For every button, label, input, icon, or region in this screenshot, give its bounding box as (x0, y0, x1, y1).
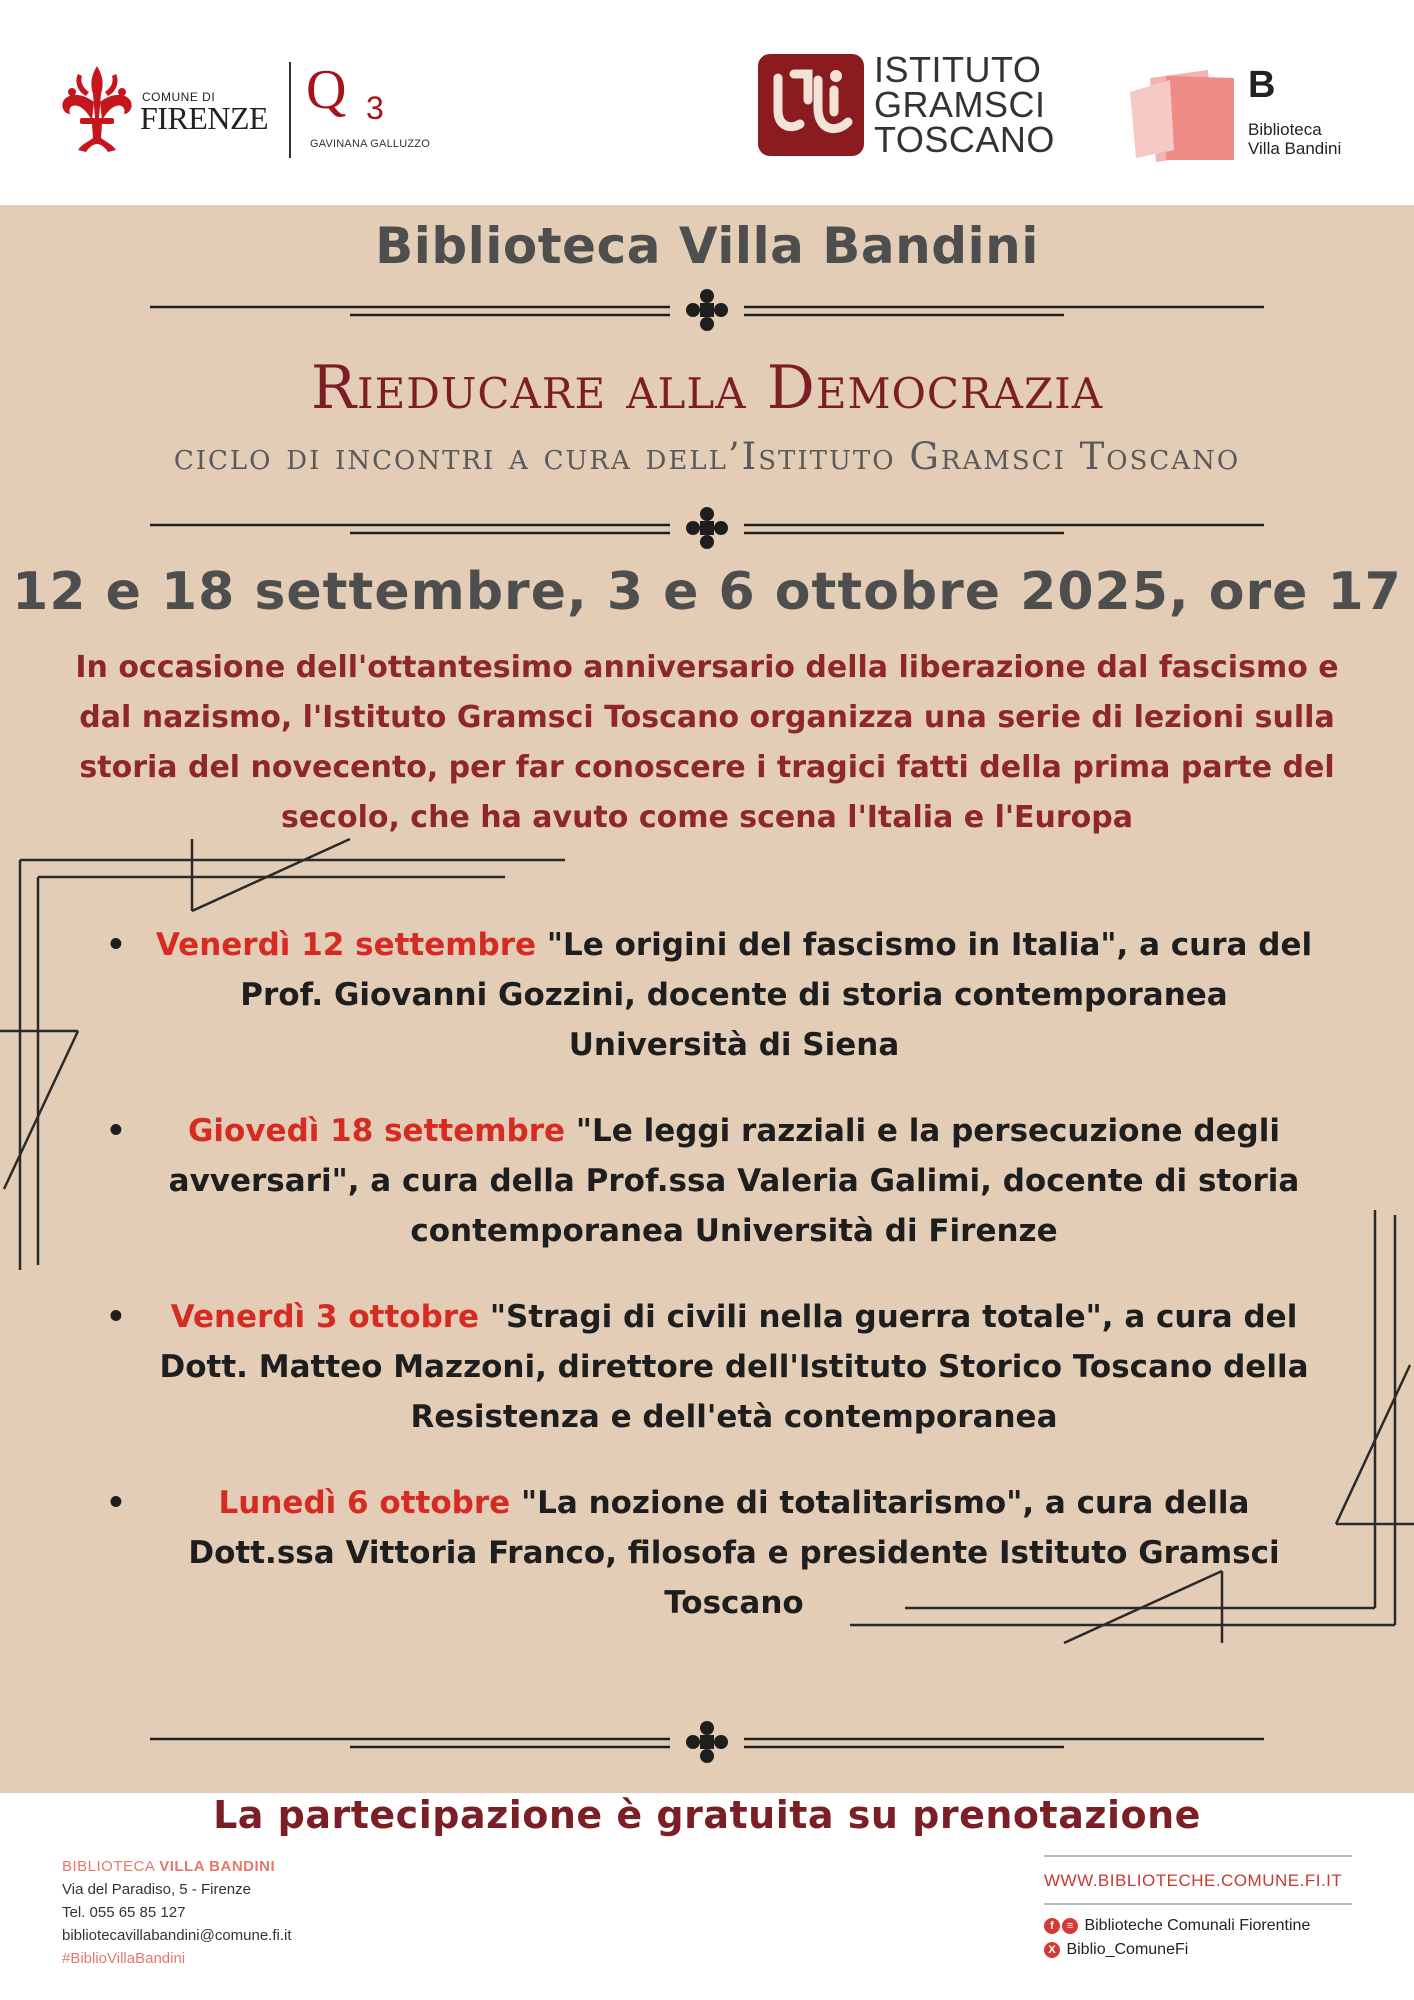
header (0, 0, 1414, 205)
footer (0, 1793, 1414, 2000)
q3-letter: Q (306, 59, 347, 121)
venue-title: Biblioteca Villa Bandini (375, 217, 1039, 275)
library-name (62, 1855, 292, 1878)
florentine-lily-icon (58, 62, 136, 158)
list-item (100, 920, 1320, 1070)
event-description: "La nozione di totalitarismo", a cura della Dott.ssa Vittoria Franco, filosofa e presidente Istituto Gramsci Toscano (188, 1485, 1280, 1621)
main-panel (0, 205, 1414, 1793)
bvb-line-2: Villa Bandini (1248, 139, 1342, 158)
library-address: Via del Paradiso, 5 - Firenze (62, 1881, 251, 1898)
website-link[interactable]: WWW.BIBLIOTECHE.COMUNE.FI.IT (1044, 1871, 1343, 1890)
ornament-divider-top (150, 283, 1264, 337)
ornament-divider-bottom (150, 1715, 1264, 1769)
gramsci-line-2: GRAMSCI (874, 84, 1046, 125)
logo-divider (289, 62, 291, 158)
bullet-icon: • (106, 1485, 126, 1521)
series-subtitle: ciclo di incontri a cura dell’Istituto Gramsci Toscano (173, 435, 1241, 478)
facebook-icon: f (1044, 1918, 1060, 1934)
firenze-label: FIRENZE (140, 100, 269, 136)
gramsci-line-1: ISTITUTO (874, 49, 1042, 90)
book-pages-icon (1130, 70, 1238, 162)
gramsci-seal-icon (756, 50, 868, 160)
reservation-notice: La partecipazione è gratuita su prenotazione (213, 1793, 1201, 1837)
social-x[interactable] (1044, 1939, 1188, 1961)
event-list (100, 920, 1320, 1664)
library-phone[interactable]: Tel. 055 65 85 127 (62, 1904, 186, 1921)
bullet-icon: • (106, 1299, 126, 1335)
social-x-label: Biblio_ComuneFi (1066, 1941, 1189, 1958)
bullet-icon: • (106, 927, 126, 963)
event-description: "Le origini del fascismo in Italia", a cura del Prof. Giovanni Gozzini, docente di storia contemporanea Università di Siena (240, 927, 1313, 1063)
event-day: Venerdì 12 settembre (155, 927, 537, 963)
x-icon: X (1044, 1942, 1060, 1958)
biblioteca-villa-bandini-logo (1130, 66, 1360, 166)
list-item (100, 1292, 1320, 1442)
bvb-line-1: Biblioteca (1248, 120, 1322, 139)
q3-subtitle: GAVINANA GALLUZZO (310, 138, 430, 150)
library-name-b: VILLA BANDINI (159, 1858, 276, 1875)
event-dates: 12 e 18 settembre, 3 e 6 ottobre 2025, ore 17 (12, 562, 1402, 622)
bullet-icon: • (106, 1113, 126, 1149)
intro-paragraph: In occasione dell'ottantesimo anniversario della liberazione dal fascismo e dal nazismo, l'Istituto Gramsci Toscano organizza una serie di lezioni sulla storia del novecento, per far conoscere i tragici fatti della prima parte del secolo, che ha avuto come scena l'Italia e l'Europa (75, 650, 1339, 835)
list-item (100, 1478, 1320, 1628)
event-description: "Stragi di civili nella guerra totale", a cura del Dott. Matteo Mazzoni, direttore dell'Istituto Storico Toscano della Resistenza e dell'età contemporanea (159, 1299, 1309, 1435)
ornament-divider-middle (150, 501, 1264, 555)
istituto-gramsci-logo (756, 50, 1076, 162)
comune-label: COMUNE DI (142, 90, 216, 104)
library-email[interactable]: bibliotecavillabandini@comune.fi.it (62, 1927, 292, 1944)
comune-firenze-logo (58, 62, 288, 162)
event-day: Venerdì 3 ottobre (170, 1299, 480, 1335)
event-day: Giovedì 18 settembre (187, 1113, 566, 1149)
social-fb-label: Biblioteche Comunali Fiorentine (1084, 1917, 1311, 1934)
event-day: Lunedì 6 ottobre (218, 1485, 511, 1521)
event-description: "Le leggi razziali e la persecuzione degli avversari", a cura della Prof.ssa Valeria Galimi, docente di storia contemporanea Università di Firenze (168, 1113, 1300, 1249)
library-hashtag[interactable]: #BiblioVillaBandini (62, 1950, 186, 1967)
gramsci-line-3: TOSCANO (874, 119, 1055, 160)
library-name-a: BIBLIOTECA (62, 1858, 155, 1875)
bvb-letter: B (1248, 64, 1276, 106)
divider (1044, 1903, 1352, 1905)
library-contacts (62, 1855, 292, 1970)
quartiere-3-logo (306, 59, 446, 162)
series-title: Rieducare alla Democrazia (310, 353, 1104, 423)
q3-number: 3 (366, 90, 384, 126)
divider (1044, 1855, 1352, 1857)
social-facebook-spotify[interactable] (1044, 1915, 1310, 1937)
bvb-wordmark (1248, 120, 1341, 158)
spotify-icon: ≡ (1062, 1918, 1078, 1934)
list-item (100, 1106, 1320, 1256)
gramsci-wordmark (874, 49, 1055, 160)
